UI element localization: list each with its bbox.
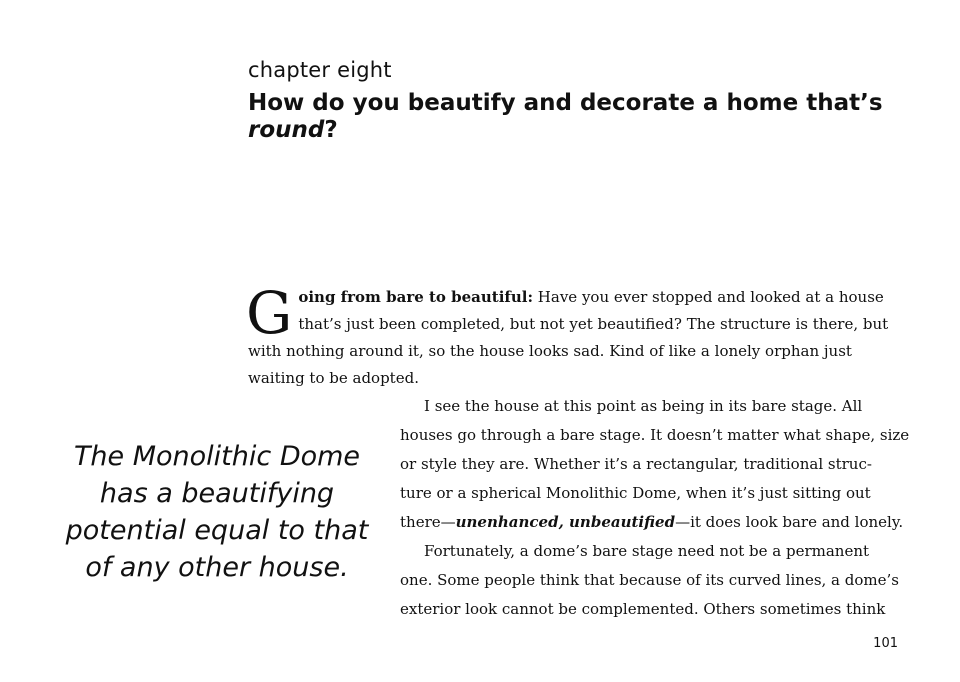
body-line-final [400, 508, 910, 537]
page-number: 101 [873, 636, 898, 651]
body-line: one. Some people think that because of its curved lines, a dome’s [400, 571, 899, 589]
chapter-title [248, 90, 888, 144]
chapter-title-end: ? [324, 117, 338, 143]
body-line: exterior look cannot be complemented. Others sometimes think [400, 600, 886, 618]
body-column [400, 392, 910, 624]
body-paragraph-1 [400, 392, 910, 537]
chapter-label: chapter eight [248, 58, 392, 82]
intro-paragraph [246, 279, 908, 392]
pull-quote: The Monolithic Dome has a beautifying potential equal to that of any other house. [65, 441, 369, 583]
body-line: or style they are. Whether it’s a rectangular, traditional struc- [400, 455, 872, 473]
chapter-title-emphasis: round [248, 117, 325, 143]
body-line-end: —it does look bare and lonely. [675, 513, 904, 531]
body-emphasis: unenhanced, unbeautified [455, 513, 676, 531]
body-line: ture or a spherical Monolithic Dome, when it’s just sitting out [400, 484, 871, 502]
body-paragraph-2 [400, 537, 910, 624]
chapter-title-main: How do you beautify and decorate a home that’s [248, 90, 883, 116]
intro-text: Have you ever stopped and looked at a house that’s just been completed, but not yet beautified? The structure is there, but with nothing around it, so the house looks sad. Kind of like a lonely orphan just waiting to be adopted. [248, 288, 889, 387]
body-line: Fortunately, a dome’s bare stage need not be a permanent [424, 542, 870, 560]
body-line: houses go through a bare stage. It doesn’t matter what shape, size [400, 426, 910, 444]
body-line-start: there— [400, 513, 456, 531]
body-line: I see the house at this point as being in its bare stage. All [424, 397, 863, 415]
intro-run-in: oing from bare to beautiful: [298, 288, 534, 306]
drop-cap: G [246, 279, 293, 347]
